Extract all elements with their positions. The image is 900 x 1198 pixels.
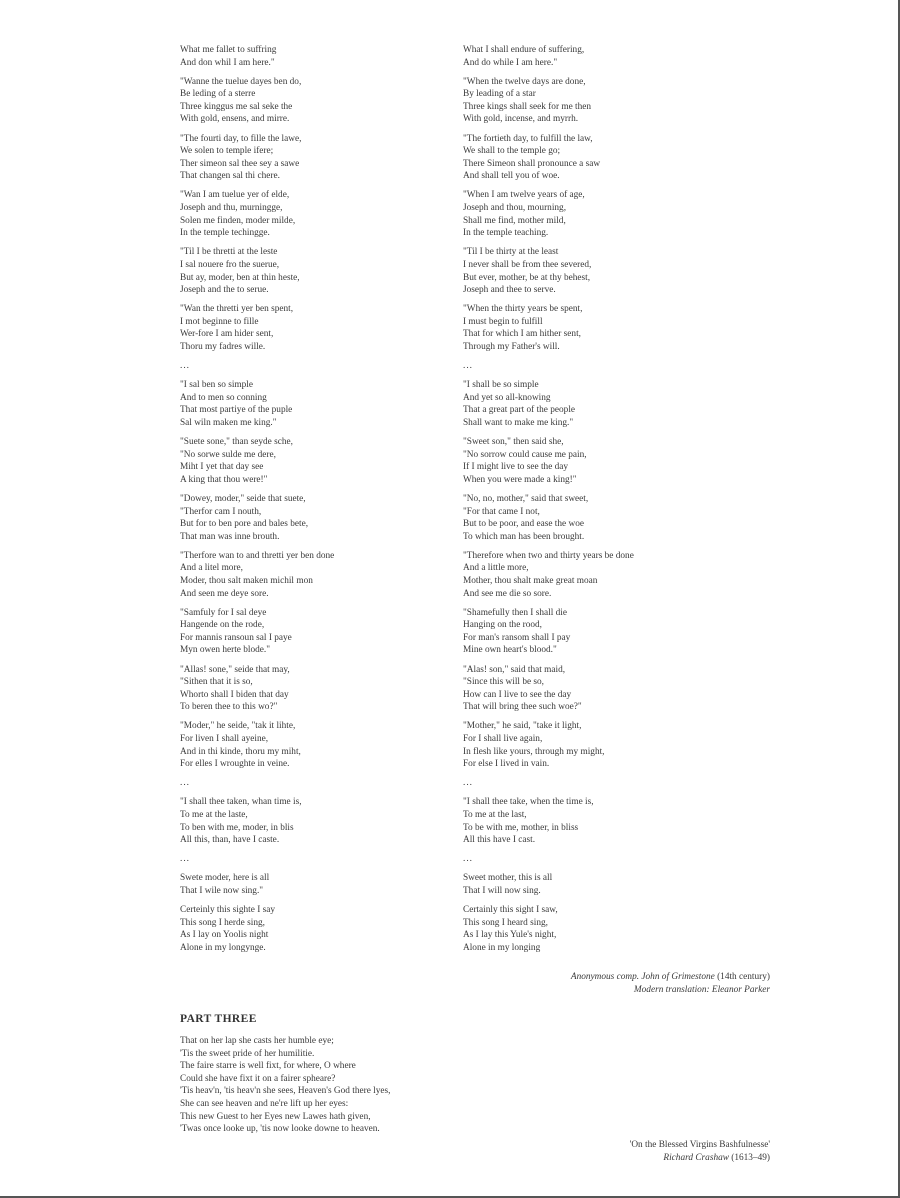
- stanza: [180, 872, 430, 897]
- stanza: [180, 720, 430, 770]
- stanza: [180, 493, 430, 543]
- verse-line: That changen sal thi chere.: [180, 171, 280, 182]
- verse-line: "Alas! son," said that maid,: [463, 664, 566, 675]
- verse-line: All this, than, have I caste.: [180, 835, 280, 846]
- stanza: [463, 664, 743, 714]
- verse-line: When you were made a king!": [463, 474, 577, 485]
- verse-line: We shall to the temple go;: [463, 146, 561, 157]
- stanza: [180, 246, 430, 296]
- verse-line: That man was inne brouth.: [180, 531, 280, 542]
- stanza: [463, 76, 743, 126]
- verse-line: This new Guest to her Eyes new Lawes hath given,: [180, 1111, 371, 1122]
- verse-line: "Since this will be so,: [463, 677, 545, 688]
- stanza: [180, 664, 430, 714]
- verse-line: "Sithen that it is so,: [180, 677, 253, 688]
- verse-line: For else I lived in vain.: [463, 759, 550, 770]
- stanza: [463, 189, 743, 239]
- poet-line: Richard Crashaw (1613–49): [663, 1152, 770, 1163]
- verse-line: "Wanne the tuelue dayes ben do,: [180, 76, 302, 87]
- stanza: [463, 904, 743, 954]
- verse-line: Miht I yet that day see: [180, 462, 264, 473]
- stanza-break: ...: [180, 361, 190, 372]
- verse-line: Alone in my longing: [463, 942, 541, 953]
- verse-line: "When the twelve days are done,: [463, 76, 586, 87]
- verse-line: To me at the laste,: [180, 809, 248, 820]
- verse-line: Certainly this sight I saw,: [463, 905, 558, 916]
- verse-line: For mannis ransoun sal I paye: [180, 632, 292, 643]
- verse-line: I mot beginne to fille: [180, 316, 259, 327]
- section-heading: PART THREE: [180, 1013, 257, 1025]
- part-three-poem: [180, 1035, 480, 1136]
- verse-line: "Moder," he seide, "tak it lihte,: [180, 721, 296, 732]
- stanza: [180, 796, 430, 846]
- verse-line: But ever, mother, be at thy behest,: [463, 272, 591, 283]
- verse-line: And a litel more,: [180, 563, 243, 574]
- verse-line: But for to ben pore and bales bete,: [180, 519, 309, 530]
- verse-line: In flesh like yours, through my might,: [463, 746, 605, 757]
- stanza-break: ...: [180, 778, 190, 789]
- verse-line: "When I am twelve years of age,: [463, 190, 585, 201]
- verse-line: Three kinggus me sal seke the: [180, 101, 293, 112]
- verse-line: That will bring thee such woe?": [463, 702, 582, 713]
- stanza: [180, 379, 430, 429]
- verse-line: Swete moder, here is all: [180, 873, 270, 884]
- stanza: [180, 436, 430, 486]
- stanza: [180, 44, 430, 69]
- verse-line: As I lay on Yoolis night: [180, 930, 269, 941]
- verse-line: And seen me deye sore.: [180, 588, 269, 599]
- verse-line: Joseph and thu, murningge,: [180, 203, 283, 214]
- verse-line: And yet so all-knowing: [463, 392, 551, 403]
- verse-line: "No sorrow could cause me pain,: [463, 449, 587, 460]
- verse-line: Hangende on the rode,: [180, 620, 265, 631]
- verse-line: Through my Father's will.: [463, 341, 560, 352]
- verse-line: "Therfore wan to and thretti yer ben done: [180, 550, 335, 561]
- verse-line: "Suete sone," than seyde sche,: [180, 437, 293, 448]
- middle-english-column: [180, 44, 430, 961]
- verse-line: By leading of a star: [463, 89, 536, 100]
- stanza: [463, 607, 743, 657]
- stanza: [180, 550, 430, 600]
- verse-line: Mine own heart's blood.": [463, 645, 557, 656]
- verse-line: This song I herde sing,: [180, 917, 265, 928]
- verse-line: "I shall thee take, when the time is,: [463, 797, 594, 808]
- verse-line: Mother, thou shalt make great moan: [463, 575, 598, 586]
- verse-line: Be leding of a sterre: [180, 89, 256, 100]
- attribution-author-line: Anonymous comp. John of Grimestone (14th century): [570, 972, 770, 982]
- stanza: [180, 133, 430, 183]
- verse-line: To be with me, mother, in bliss: [463, 822, 579, 833]
- verse-line: What me fallet to suffring: [180, 45, 277, 55]
- verse-line: How can I live to see the day: [463, 689, 572, 700]
- verse-line: For I shall live again,: [463, 734, 543, 744]
- verse-line: I sal nouere fro the suerue,: [180, 259, 280, 270]
- stanza: [463, 303, 743, 353]
- verse-line: All this have I cast.: [463, 835, 536, 846]
- stanza: [463, 796, 743, 846]
- verse-line: That a great part of the people: [463, 405, 576, 416]
- stanza-break: ...: [463, 361, 473, 372]
- verse-line: We solen to temple ifere;: [180, 146, 274, 157]
- verse-line: I never shall be from thee severed,: [463, 259, 592, 270]
- verse-line: With gold, incense, and myrrh.: [463, 114, 579, 125]
- verse-line: "I sal ben so simple: [180, 380, 253, 391]
- verse-line: For elles I wroughte in veine.: [180, 759, 290, 770]
- verse-line: Sweet mother, this is all: [463, 873, 553, 884]
- verse-line: The faire starre is well fixt, for where, O where: [180, 1061, 356, 1072]
- verse-line: In the temple techingge.: [180, 228, 270, 239]
- modern-translation-column: [463, 44, 743, 961]
- verse-line: "When the thirty years be spent,: [463, 304, 583, 315]
- verse-line: Sal wiln maken me king.": [180, 417, 277, 428]
- verse-line: I must begin to fulfill: [463, 316, 543, 327]
- verse-line: Shall want to make me king.": [463, 417, 574, 428]
- verse-line: Shall me find, mother mild,: [463, 215, 566, 226]
- verse-line: Ther simeon sal thee sey a sawe: [180, 158, 300, 169]
- verse-line: Wer-fore I am hider sent,: [180, 329, 274, 340]
- verse-line: "Dowey, moder," seide that suete,: [180, 493, 306, 504]
- verse-line: Moder, thou salt maken michil mon: [180, 575, 313, 586]
- verse-line: "For that came I not,: [463, 506, 540, 517]
- verse-line: That most partiye of the puple: [180, 405, 293, 416]
- stanza: [463, 872, 743, 897]
- verse-line: To me at the last,: [463, 809, 527, 820]
- stanza: [463, 44, 743, 69]
- verse-line: That for which I am hither sent,: [463, 329, 581, 340]
- verse-line: For liven I shall ayeine,: [180, 734, 269, 744]
- verse-line: And to men so conning: [180, 392, 267, 403]
- verse-line: "I shall be so simple: [463, 380, 539, 391]
- verse-line: And a little more,: [463, 563, 529, 574]
- verse-line: Certeinly this sighte I say: [180, 905, 276, 916]
- verse-line: Joseph and thou, mourning,: [463, 203, 567, 214]
- verse-line: Whorto shall I biden that day: [180, 689, 289, 700]
- verse-line: 'Tis the sweet pride of her humilitie.: [180, 1048, 315, 1059]
- verse-line: "Samfuly for I sal deye: [180, 607, 267, 618]
- verse-line: "Allas! sone," seide that may,: [180, 664, 290, 675]
- verse-line: And see me die so sore.: [463, 588, 552, 599]
- verse-line: But to be poor, and ease the woe: [463, 519, 584, 530]
- verse-line: With gold, ensens, and mirre.: [180, 114, 290, 125]
- verse-line: Could she have fixt it on a fairer spheare?: [180, 1073, 336, 1084]
- verse-line: "Therefore when two and thirty years be done: [463, 550, 634, 561]
- verse-line: "Shamefully then I shall die: [463, 607, 567, 618]
- stanza: [463, 493, 743, 543]
- verse-line: To ben with me, moder, in blis: [180, 822, 294, 833]
- verse-line: "No sorwe sulde me dere,: [180, 449, 276, 460]
- verse-line: "Therfor cam I nouth,: [180, 506, 262, 517]
- verse-line: "The fortieth day, to fulfill the law,: [463, 133, 593, 144]
- verse-line: That on her lap she casts her humble eye;: [180, 1036, 334, 1046]
- stanza: [463, 550, 743, 600]
- verse-line: And in thi kinde, thoru my miht,: [180, 746, 301, 757]
- verse-line: Joseph and the to serue.: [180, 285, 269, 296]
- verse-line: A king that thou were!": [180, 474, 268, 485]
- verse-line: "Wan the thretti yer ben spent,: [180, 304, 294, 315]
- verse-line: Three kings shall seek for me then: [463, 101, 592, 112]
- verse-line: To beren thee to this wo?": [180, 702, 278, 713]
- crashaw-attribution: [370, 1139, 770, 1164]
- verse-line: Solen me finden, moder milde,: [180, 215, 296, 226]
- verse-line: 'Tis heav'n, 'tis heav'n she sees, Heaven's God there lyes,: [180, 1086, 391, 1097]
- stanza: [180, 904, 430, 954]
- verse-line: Joseph and thee to serve.: [463, 285, 556, 296]
- verse-line: For man's ransom shall I pay: [463, 632, 571, 643]
- verse-line: To which man has been brought.: [463, 531, 585, 542]
- poem-attribution: [370, 971, 770, 996]
- stanza: [463, 379, 743, 429]
- verse-line: There Simeon shall pronounce a saw: [463, 158, 601, 169]
- verse-line: She can see heaven and ne're lift up her eyes:: [180, 1098, 349, 1109]
- stanza: [180, 607, 430, 657]
- verse-line: Hanging on the rood,: [463, 620, 543, 631]
- stanza: [463, 436, 743, 486]
- verse-line: That I wile now sing.": [180, 885, 264, 896]
- verse-line: "Til I be thretti at the leste: [180, 247, 278, 258]
- verse-line: In the temple teaching.: [463, 228, 549, 239]
- verse-line: This song I heard sing,: [463, 917, 548, 928]
- verse-line: Alone in my longynge.: [180, 942, 266, 953]
- stanza: [463, 133, 743, 183]
- verse-line: What I shall endure of suffering,: [463, 45, 585, 55]
- verse-line: "The fourti day, to fille the lawe,: [180, 133, 302, 144]
- stanza-break: ...: [463, 854, 473, 865]
- verse-line: "Wan I am tuelue yer of elde,: [180, 190, 290, 201]
- verse-line: "Mother," he said, "take it light,: [463, 721, 582, 732]
- stanza-break: ...: [463, 778, 473, 789]
- stanza-break: ...: [180, 854, 190, 865]
- verse-line: That I will now sing.: [463, 885, 541, 896]
- verse-line: And shall tell you of woe.: [463, 171, 560, 182]
- verse-line: And do while I am here.": [463, 57, 558, 68]
- verse-line: If I might live to see the day: [463, 462, 569, 473]
- verse-line: And don whil I am here.": [180, 57, 275, 68]
- verse-line: 'Twas once looke up, 'tis now looke downe to heaven.: [180, 1124, 380, 1135]
- verse-line: "No, no, mother," said that sweet,: [463, 493, 589, 504]
- stanza: [180, 303, 430, 353]
- stanza: [463, 246, 743, 296]
- stanza: [180, 189, 430, 239]
- verse-line: Thoru my fadres wille.: [180, 341, 266, 352]
- verse-line: But ay, moder, ben at thin heste,: [180, 272, 300, 283]
- verse-line: "Til I be thirty at the least: [463, 247, 559, 258]
- verse-line: "Sweet son," then said she,: [463, 437, 564, 448]
- stanza: [463, 720, 743, 770]
- verse-line: As I lay this Yule's night,: [463, 930, 557, 941]
- verse-line: "I shall thee taken, whan time is,: [180, 797, 302, 808]
- attribution-translator-line: Modern translation: Eleanor Parker: [633, 984, 770, 995]
- stanza: [180, 76, 430, 126]
- verse-line: Myn owen herte blode.": [180, 645, 271, 656]
- poem-title-line: 'On the Blessed Virgins Bashfulnesse': [629, 1140, 770, 1150]
